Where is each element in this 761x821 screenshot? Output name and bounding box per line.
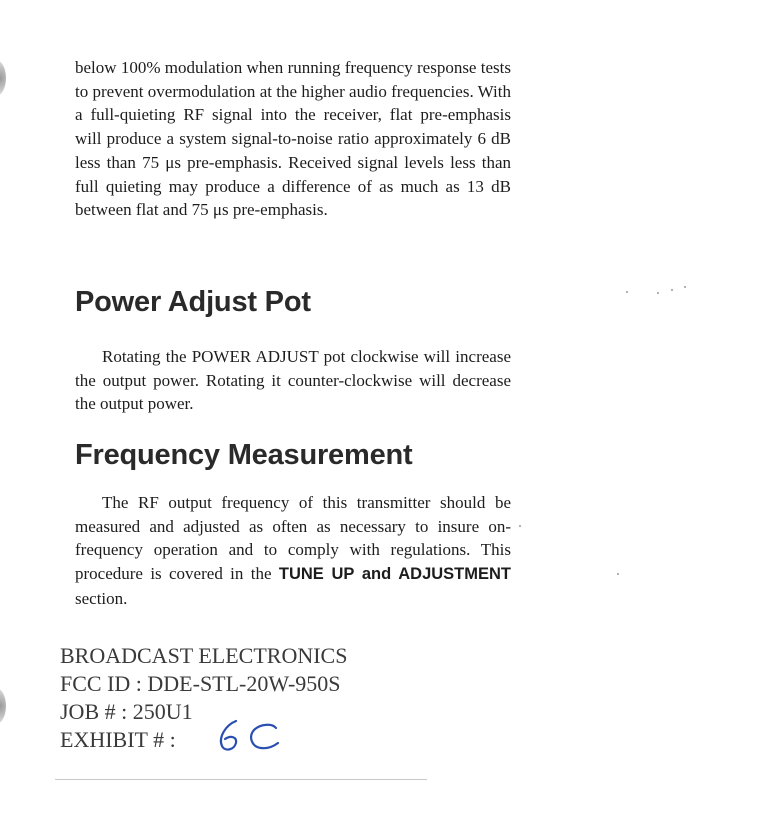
stamp-company: BROADCAST ELECTRONICS [60,643,348,668]
stamp-exhibit-label: EXHIBIT # : [60,727,176,752]
stamp-job: JOB # : 250U1 [60,699,193,724]
paragraph-text: section. [75,588,128,608]
scan-speck [519,525,521,527]
paragraph-power-adjust: Rotating the POWER ADJUST pot clockwise will increase the output power. Rotating it counter-clockwise will decrease the output power. [75,347,511,414]
heading-frequency-measurement: Frequency Measurement [75,439,413,471]
punch-hole-icon [0,688,6,724]
handwritten-exhibit-number [214,715,286,755]
heading-power-adjust-pot: Power Adjust Pot [75,286,311,318]
section-reference: TUNE UP and ADJUSTMENT [278,565,511,584]
scan-speck [671,289,673,291]
scan-speck [626,291,628,293]
scan-speck [657,292,659,294]
paragraph-text: The RF output frequency of this transmitter should be measured and adjusted as often as necessary to insure on-frequency operation and to comply with regulations. This procedure is covered in the [75,493,511,584]
scan-speck [617,573,619,575]
paragraph-pre-emphasis: below 100% modulation when running frequency response tests to prevent overmodulation at the higher audio frequencies. With a full-quieting RF signal into the receiver, flat pre-emphasis will produce a system signal-to-noise ratio approximately 6 dB less than 75 μs pre-emphasis. Received signal levels less than full quieting may produce a difference of as much as 13 dB between flat and 75 μs pre-emphasis. [75,58,511,220]
page-bottom-edge [55,779,427,780]
punch-hole-icon [0,60,6,96]
stamp-fcc-id: FCC ID : DDE-STL-20W-950S [60,671,341,696]
scan-speck [684,286,686,288]
paragraph-frequency-measurement [75,491,511,611]
exhibit-stamp [60,642,347,754]
